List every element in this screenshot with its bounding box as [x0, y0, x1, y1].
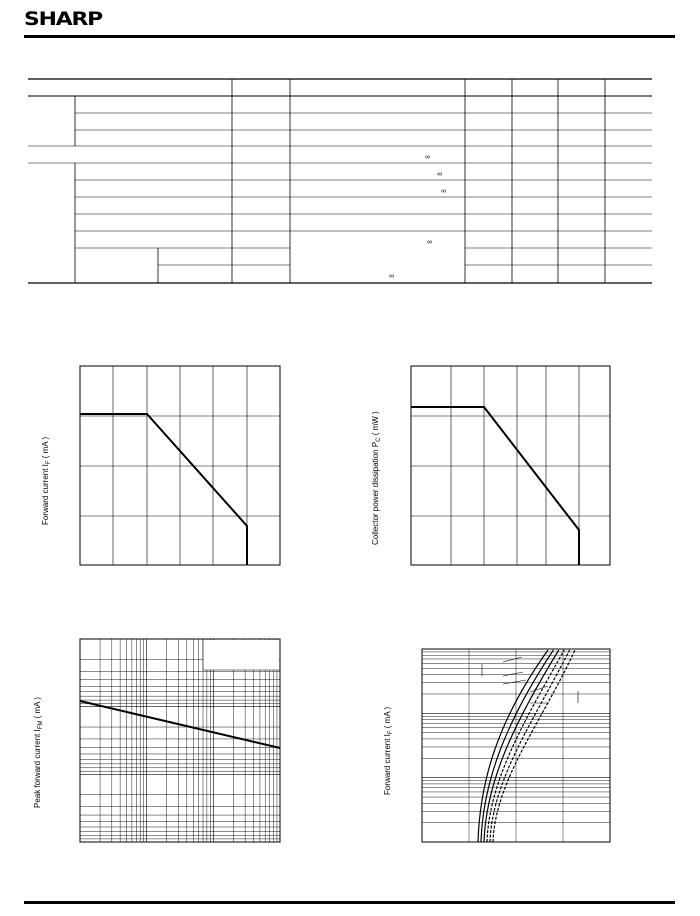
- iv-curve: [481, 650, 553, 842]
- infinity-mark: ∞: [389, 273, 394, 280]
- y-axis-label: Forward current $I_F$ ( mA ): [41, 436, 52, 525]
- curve-label-leaders: [482, 657, 578, 703]
- sharp-logo: SHARP: [24, 8, 103, 30]
- footer-rule: [24, 901, 675, 904]
- infinity-mark: ∞: [437, 171, 442, 178]
- y-axis-label: Peak forward current $I_{FM}$ ( mA ): [33, 697, 44, 808]
- infinity-mark: ∞: [441, 188, 446, 195]
- y-axis-label: Collector power dissipation $P_C$ ( mW ): [371, 411, 382, 545]
- y-axis-label: Forward current $I_F$ ( mA ): [383, 706, 394, 795]
- infinity-mark: ∞: [425, 154, 430, 161]
- infinity-mark: ∞: [427, 239, 432, 246]
- iv-curve: [487, 650, 564, 842]
- iv-curve: [493, 650, 575, 842]
